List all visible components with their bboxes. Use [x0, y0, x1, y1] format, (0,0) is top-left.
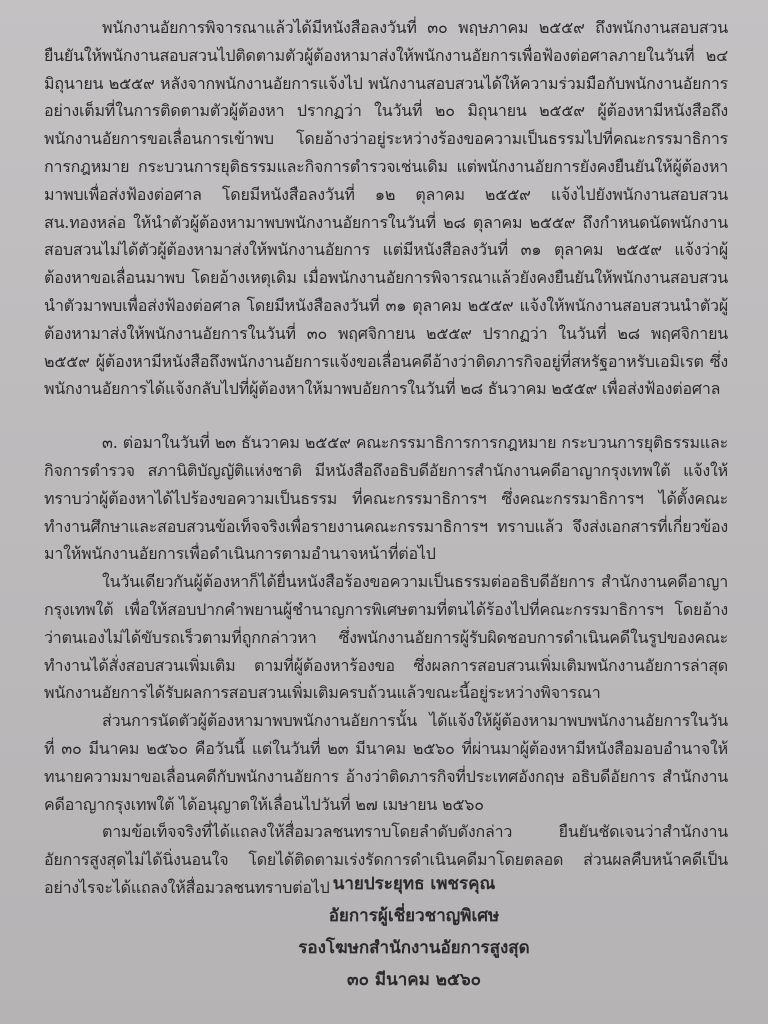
paragraph-appointment: ส่วนการนัดตัวผู้ต้องหามาพบพนักงานอัยการนั้น ได้แจ้งให้ผู้ต้องหามาพบพนักงานอัยการในวันที่ ๓๐ มีนาคม ๒๕๖๐ คือวันนี้ แต่ในวันที่ ๒๓ มีนาคม ๒๕๖๐ ที่ผ่านมาผู้ต้องหามีหนังสือมอบอำนาจให้ทนายความมาขอเลื่อนคดีกับพนักงานอัยการ อ้างว่าติดภารกิจที่ประเทศอังกฤษ อธิบดีอัยการ สำนักงานคดีอาญากรุงเทพใต้ ได้อนุญาตให้เลื่อนไปวันที่ ๒๗ เมษายน ๒๕๖๐: [44, 711, 728, 814]
paragraph-conclusion: ตามข้อเท็จจริงที่ได้แถลงให้สื่อมวลชนทราบโดยลำดับดังกล่าว ยืนยันชัดเจนว่าสำนักงานอัยการสูงสุดไม่ได้นิ่งนอนใจ โดยได้ติดตามเร่งรัดการดำเนินคดีมาโดยตลอด ส่วนผลคืบหน้าคดีเป็นอย่างไรจะได้แถลงให้สื่อมวลชนทราบต่อไป: [44, 822, 728, 897]
document-date: ๓๐ มีนาคม ๒๕๖๐: [346, 970, 482, 990]
paragraph-spacer: [44, 403, 728, 429]
signer-position: อัยการผู้เชี่ยวชาญพิเศษ: [328, 906, 500, 926]
signer-role: รองโฆษกสำนักงานอัยการสูงสุด: [298, 938, 530, 958]
paragraph-continuation: พนักงานอัยการพิจารณาแล้วได้มีหนังสือลงวันที่ ๓๐ พฤษภาคม ๒๕๕๙ ถึงพนักงานสอบสวน ยืนยันให้พนักงานสอบสวนไปติดตามตัวผู้ต้องหามาส่งให้พนักงานอัยการเพื่อฟ้องต่อศาลภายในวันที่ ๒๔ มิถุนายน ๒๕๕๙ หลังจากพนักงานอัยการแจ้งไป พนักงานสอบสวนได้ให้ความร่วมมือกับพนักงานอัยการอย่างเต็มที่ในการติดตามตัวผู้ต้องหา ปรากฏว่า ในวันที่ ๒๐ มิถุนายน ๒๕๕๙ ผู้ต้องหามีหนังสือถึงพนักงานอัยการขอเลื่อนการเข้าพบ โดยอ้างว่าอยู่ระหว่างร้องขอความเป็นธรรมไปที่คณะกรรมาธิการการกฎหมาย กระบวนการยุติธรรมและกิจการตำรวจเช่นเดิม แต่พนักงานอัยการยังคงยืนยันให้ผู้ต้องหามาพบเพื่อส่งฟ้องต่อศาล โดยมีหนังสือลงวันที่ ๑๒ ตุลาคม ๒๕๕๙ แจ้งไปยังพนักงานสอบสวน สน.ทองหล่อ ให้นำตัวผู้ต้องหามาพบพนักงานอัยการในวันที่ ๒๘ ตุลาคม ๒๕๕๙ ถึงกำหนดนัดพนักงานสอบสวนไม่ได้ตัวผู้ต้องหามาส่งให้พนักงานอัยการ แต่มีหนังสือลงวันที่ ๓๑ ตุลาคม ๒๕๕๙ แจ้งว่าผู้ต้องหาขอเลื่อนมาพบ โดยอ้างเหตุเดิม เมื่อพนักงานอัยการพิจารณาแล้วยังคงยืนยันให้พนักงานสอบสวนนำตัวมาพบเพื่อส่งฟ้องต่อศาล โดยมีหนังสือลงวันที่ ๓๑ ตุลาคม ๒๕๕๙ แจ้งให้พนักงานสอบสวนนำตัวผู้ต้องหามาส่งให้พนักงานอัยการในวันที่ ๓๐ พฤศจิกายน ๒๕๕๙ ปรากฏว่า ในวันที่ ๒๘ พฤศจิกายน ๒๕๕๙ ผู้ต้องหามีหนังสือถึงพนักงานอัยการแจ้งขอเลื่อนคดีอ้างว่าติดภารกิจอยู่ที่สหรัฐอาหรับเอมิเรต ซึ่งพนักงานอัยการได้แจ้งกลับไปที่ผู้ต้องหาให้มาพบอัยการในวันที่ ๒๘ ธันวาคม ๒๕๕๙ เพื่อส่งฟ้องต่อศาล: [44, 18, 728, 399]
signer-name: นายประยุทธ เพชรคุณ: [332, 874, 496, 894]
paragraph-complaint: ในวันเดียวกันผู้ต้องหาก็ได้ยื่นหนังสือร้องขอความเป็นธรรมต่ออธิบดีอัยการ สำนักงานคดีอาญากรุงเทพใต้ เพื่อให้สอบปากคำพยานผู้ชำนาญการพิเศษตามที่ตนได้ร้องไปที่คณะกรรมาธิการฯ โดยอ้างว่าตนเองไม่ได้ขับรถเร็วตามที่ถูกกล่าวหา ซึ่งพนักงานอัยการผู้รับผิดชอบการดำเนินคดีในรูปของคณะทำงานได้สั่งสอบสวนเพิ่มเติม ตามที่ผู้ต้องหาร้องขอ ซึ่งผลการสอบสวนเพิ่มเติมพนักงานอัยการล่าสุดพนักงานอัยการได้รับผลการสอบสวนเพิ่มเติมครบถ้วนแล้วขณะนี้อยู่ระหว่างพิจารณา: [44, 572, 728, 703]
signature-block: [0, 868, 768, 996]
paragraph-item-3: ๓. ต่อมาในวันที่ ๒๓ ธันวาคม ๒๕๕๙ คณะกรรมาธิการการกฎหมาย กระบวนการยุติธรรมและกิจการตำรวจ สภานิติบัญญัติแห่งชาติ มีหนังสือถึงอธิบดีอัยการสำนักงานคดีอาญากรุงเทพใต้ แจ้งให้ทราบว่าผู้ต้องหาได้ไปร้องขอความเป็นธรรม ที่คณะกรรมาธิการฯ ซึ่งคณะกรรมาธิการฯ ได้ตั้งคณะทำงานศึกษาและสอบสวนข้อเท็จจริงเพื่อรายงานคณะกรรมาธิการฯ ทราบแล้ว จึงส่งเอกสารที่เกี่ยวข้องมาให้พนักงานอัยการเพื่อดำเนินการตามอำนาจหน้าที่ต่อไป: [44, 433, 728, 564]
